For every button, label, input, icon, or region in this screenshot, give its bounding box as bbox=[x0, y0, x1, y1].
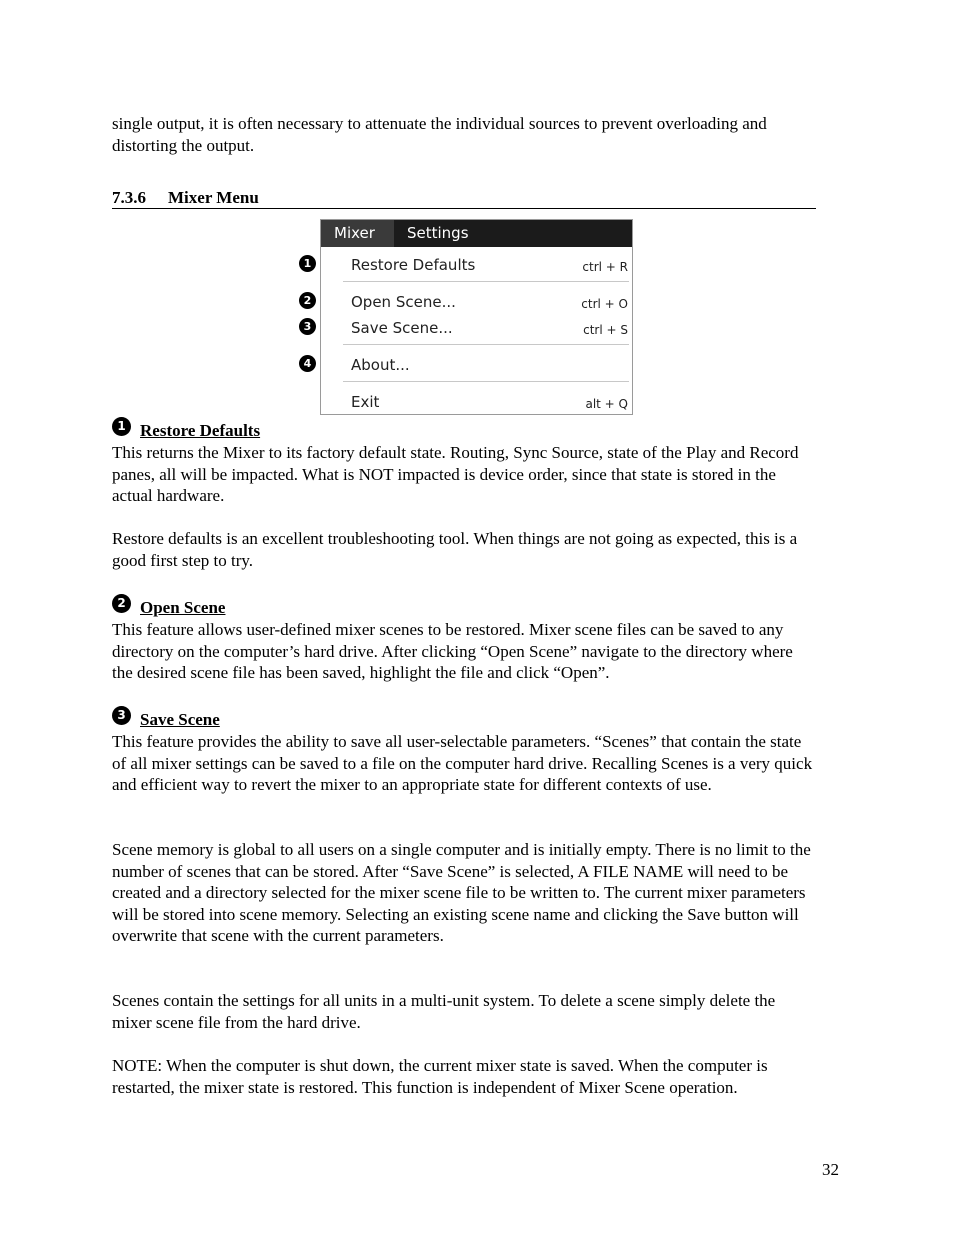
page-number: 32 bbox=[822, 1160, 839, 1179]
menu-item-about[interactable] bbox=[321, 355, 632, 375]
section-number: 7.3.6 bbox=[112, 188, 146, 207]
menu-item-shortcut: ctrl + R bbox=[582, 260, 628, 274]
menu-item-shortcut: ctrl + O bbox=[581, 297, 628, 311]
menu-item-label: Exit bbox=[351, 393, 380, 411]
menu-item-shortcut: ctrl + S bbox=[583, 323, 628, 337]
section-heading bbox=[112, 187, 816, 209]
menu-item-open-scene[interactable] bbox=[321, 292, 632, 312]
restore-defaults-paragraph: Restore defaults is an excellent troubleshooting tool. When things are not going as expected, this is a good first step to try. bbox=[112, 529, 798, 570]
note-paragraph: NOTE: When the computer is shut down, the current mixer state is saved. When the computer is restarted, the mixer state is restored. This function is independent of Mixer Scene operation. bbox=[112, 1056, 768, 1097]
save-scene-paragraph: This feature provides the ability to save all user-selectable parameters. “Scenes” that contain the state of all mixer settings can be saved to a file on the computer hard drive. Recalling Scenes is a very quick and efficient way to revert the mixer to an appropriate state for different contexts of use. bbox=[112, 732, 813, 794]
restore-defaults-paragraph: This returns the Mixer to its factory default state. Routing, Sync Source, state of the Play and Record panes, all will be impacted. What is NOT impacted is device order, since that state is stored in the actual hardware. bbox=[112, 443, 799, 505]
save-scene-paragraph: Scene memory is global to all users on a single computer and is initially empty. There is no limit to the number of scenes that can be stored. After “Save Scene” is selected, A FILE NAME will need to be created and a directory selected for the mixer scene file to be written to. The current mixer parameters will be stored into scene memory. Selecting an existing scene name and clicking the Save button will overwrite that scene with the current parameters. bbox=[112, 840, 811, 945]
open-scene-heading: Open Scene bbox=[140, 598, 226, 617]
restore-defaults-heading: Restore Defaults bbox=[140, 421, 261, 440]
callout-2-icon: 2 bbox=[299, 292, 316, 309]
callout-1-icon: 1 bbox=[112, 417, 131, 436]
open-scene-paragraph: This feature allows user-defined mixer scenes to be restored. Mixer scene files can be saved to any directory on the computer’s hard drive. After clicking “Open Scene” navigate to the directory where the desired scene file has been saved, highlight the file and click “Open”. bbox=[112, 620, 793, 682]
callout-4-icon: 4 bbox=[299, 355, 316, 372]
menu-item-label: Save Scene... bbox=[351, 319, 453, 337]
callout-2-icon: 2 bbox=[112, 594, 131, 613]
callout-1-icon: 1 bbox=[299, 255, 316, 272]
menu-settings[interactable]: Settings bbox=[407, 224, 469, 242]
callout-3-icon: 3 bbox=[299, 318, 316, 335]
menu-item-save-scene[interactable] bbox=[321, 318, 632, 338]
save-scene-heading: Save Scene bbox=[140, 710, 220, 729]
intro-paragraph: single output, it is often necessary to attenuate the individual sources to prevent overloading and distorting the output. bbox=[112, 114, 767, 155]
menu-separator bbox=[343, 381, 629, 382]
menu-item-exit[interactable] bbox=[321, 392, 632, 412]
mixer-menu bbox=[320, 219, 633, 415]
menu-item-shortcut: alt + Q bbox=[585, 397, 628, 411]
menu-bar bbox=[321, 220, 632, 247]
callout-3-icon: 3 bbox=[112, 706, 131, 725]
menu-item-label: Restore Defaults bbox=[351, 256, 476, 274]
menu-item-label: Open Scene... bbox=[351, 293, 456, 311]
menu-mixer[interactable]: Mixer bbox=[321, 220, 394, 247]
menu-separator bbox=[343, 344, 629, 345]
save-scene-paragraph: Scenes contain the settings for all units in a multi-unit system. To delete a scene simply delete the mixer scene file from the hard drive. bbox=[112, 991, 776, 1032]
section-title: Mixer Menu bbox=[168, 188, 259, 207]
menu-separator bbox=[343, 281, 629, 282]
menu-item-restore-defaults[interactable] bbox=[321, 255, 632, 275]
menu-item-label: About... bbox=[351, 356, 410, 374]
